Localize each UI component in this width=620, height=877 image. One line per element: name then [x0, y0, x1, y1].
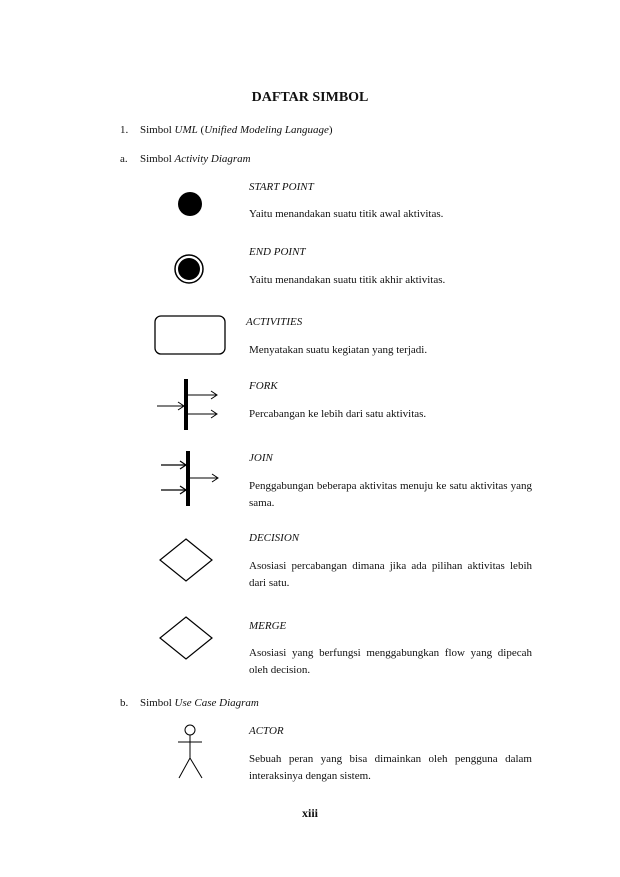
symbol-desc-decision: Asosiasi percabangan dimana jika ada pilihan aktivitas lebih dari satu. — [249, 560, 532, 589]
symbol-name-start-point: START POINT — [249, 181, 314, 193]
merge-diamond-icon — [158, 616, 214, 662]
symbol-desc-actor: Sebuah peran yang bisa dimainkan oleh pengguna dalam interaksinya dengan sistem. — [249, 753, 532, 782]
symbol-desc-end-point: Yaitu menandakan suatu titik akhir aktivitas. — [249, 274, 446, 286]
symbol-name-activities: ACTIVITIES — [246, 316, 303, 328]
join-icon — [158, 450, 224, 508]
symbol-name-fork: FORK — [249, 380, 278, 392]
symbol-desc-activities: Menyatakan suatu kegiatan yang terjadi. — [249, 344, 428, 356]
symbol-desc-start-point: Yaitu menandakan suatu titik awal aktivitas. — [249, 208, 444, 220]
symbol-desc-fork: Percabangan ke lebih dari satu aktivitas. — [249, 408, 427, 420]
decision-diamond-icon — [158, 538, 214, 584]
section-b-number: b. — [120, 697, 129, 709]
symbol-name-join: JOIN — [249, 452, 273, 464]
actor-stick-figure-icon — [174, 724, 208, 782]
page-title: DAFTAR SIMBOL — [251, 90, 369, 105]
section-a-number: a. — [120, 153, 128, 165]
symbol-name-decision: DECISION — [249, 532, 300, 544]
activity-icon — [154, 315, 228, 357]
section-a-heading: Simbol Activity Diagram — [140, 153, 251, 165]
start-point-icon — [176, 192, 204, 220]
symbol-name-actor: ACTOR — [249, 725, 284, 737]
symbol-name-merge: MERGE — [249, 620, 287, 632]
fork-icon — [156, 378, 222, 432]
symbol-desc-join: Penggabungan beberapa aktivitas menuju ke satu aktivitas yang sama. — [249, 480, 532, 509]
section-b-heading: Simbol Use Case Diagram — [140, 697, 259, 709]
section-1-heading: Simbol UML (Unified Modeling Language) — [140, 124, 333, 136]
end-point-icon — [174, 254, 206, 286]
page-number: xiii — [301, 806, 318, 820]
section-1-number: 1. — [120, 124, 129, 136]
symbol-desc-merge: Asosiasi yang berfungsi menggabungkan flow yang dipecah oleh decision. — [249, 647, 532, 676]
symbol-name-end-point: END POINT — [249, 246, 306, 258]
